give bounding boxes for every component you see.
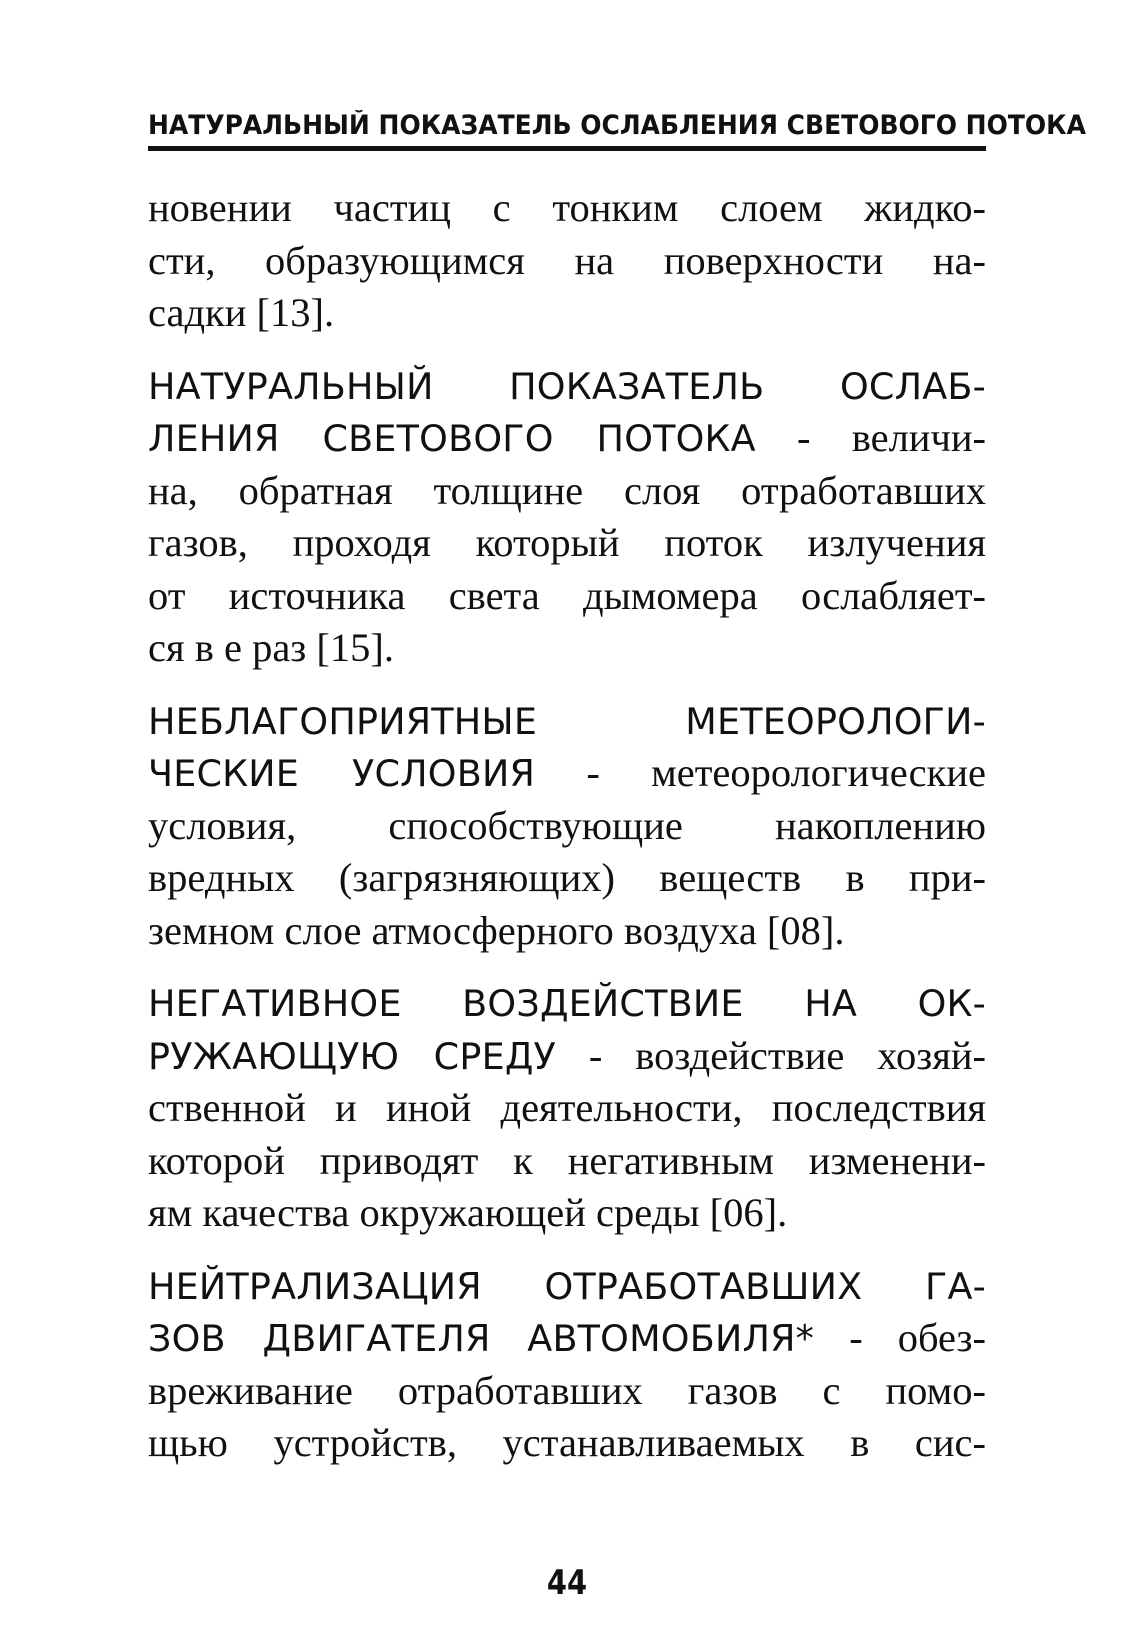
text-line: сти, образующимся на поверхности на- bbox=[148, 237, 986, 283]
entry-text: ся в е раз [15]. bbox=[148, 625, 395, 670]
entry-line bbox=[148, 1260, 986, 1313]
dictionary-entry bbox=[148, 695, 986, 958]
entry-term: НАТУРАЛЬНЫЙ ПОКАЗАТЕЛЬ ОСЛАБ- bbox=[148, 364, 986, 408]
entry-line bbox=[148, 1135, 986, 1188]
running-head-rule bbox=[148, 146, 986, 151]
entry-text: земном слое атмосферного воздуха [08]. bbox=[148, 907, 845, 953]
entry-text: от источника света дымомера ослабляет- bbox=[148, 572, 986, 618]
entry-term: НЕЙТРАЛИЗАЦИЯ ОТРАБОТАВШИХ ГА- bbox=[148, 1264, 986, 1308]
entry-line bbox=[148, 1365, 986, 1418]
dictionary-entry bbox=[148, 977, 986, 1240]
entry-line bbox=[148, 465, 986, 518]
entry-term: РУЖАЮЩУЮ СРЕДУ bbox=[148, 1034, 556, 1078]
entry-text: - воздействие хозяй- bbox=[556, 1032, 986, 1078]
entry-line bbox=[148, 360, 986, 413]
page-content bbox=[148, 182, 986, 1490]
entry-line bbox=[148, 905, 986, 958]
entry-text: ственной и иной деятельности, последствия bbox=[148, 1085, 986, 1130]
entry-line bbox=[148, 570, 986, 623]
entry-line bbox=[148, 977, 986, 1030]
entry-text: условия, способствующие накоплению bbox=[148, 802, 986, 848]
entry-line bbox=[148, 1417, 986, 1470]
entry-line bbox=[148, 800, 986, 853]
entry-line bbox=[148, 1187, 986, 1240]
entry-text: которой приводят к негативным изменени- bbox=[148, 1137, 986, 1183]
entry-text: вредных (загрязняющих) веществ в при- bbox=[148, 855, 986, 900]
dictionary-entry bbox=[148, 360, 986, 675]
entry-line bbox=[148, 695, 986, 748]
entry-text: - величи- bbox=[755, 415, 987, 460]
entry-text: - метеорологические bbox=[535, 750, 986, 795]
entry-text: - обез- bbox=[814, 1315, 986, 1360]
entry-line bbox=[148, 412, 986, 465]
text-line: садки [13]. bbox=[148, 290, 335, 335]
page bbox=[148, 110, 1086, 1603]
entry-term: ЗОВ ДВИГАТЕЛЯ АВТОМОБИЛЯ* bbox=[148, 1317, 815, 1360]
entry-term: ЛЕНИЯ СВЕТОВОГО ПОТОКА bbox=[148, 417, 756, 460]
entry-text: вреживание отработавших газов с помо- bbox=[148, 1367, 986, 1413]
entry-line bbox=[148, 1312, 986, 1365]
page-number: 44 bbox=[546, 1563, 588, 1603]
dictionary-entry bbox=[148, 1260, 986, 1470]
entry-line bbox=[148, 1030, 986, 1083]
entry-text: щью устройств, устанавливаемых в сис- bbox=[148, 1420, 986, 1465]
entry-term: НЕГАТИВНОЕ ВОЗДЕЙСТВИЕ НА ОК- bbox=[148, 982, 986, 1025]
text-line: новении частиц с тонким слоем жидко- bbox=[148, 185, 986, 230]
entry-line bbox=[148, 622, 986, 675]
continuation-paragraph bbox=[148, 182, 986, 340]
entry-line bbox=[148, 517, 986, 570]
entry-text: на, обратная толщине слоя отработавших bbox=[148, 467, 986, 513]
entry-term: НЕБЛАГОПРИЯТНЫЕ МЕТЕОРОЛОГИ- bbox=[148, 699, 986, 743]
entry-text: газов, проходя который поток излучения bbox=[148, 520, 986, 565]
running-head: НАТУРАЛЬНЫЙ ПОКАЗАТЕЛЬ ОСЛАБЛЕНИЯ СВЕТОВОГО ПОТОКА bbox=[148, 110, 1086, 141]
entry-text: ям качества окружающей среды [06]. bbox=[148, 1190, 788, 1235]
entry-line bbox=[148, 852, 986, 905]
entry-line bbox=[148, 747, 986, 800]
entry-term: ЧЕСКИЕ УСЛОВИЯ bbox=[148, 752, 536, 795]
entry-line bbox=[148, 1082, 986, 1135]
